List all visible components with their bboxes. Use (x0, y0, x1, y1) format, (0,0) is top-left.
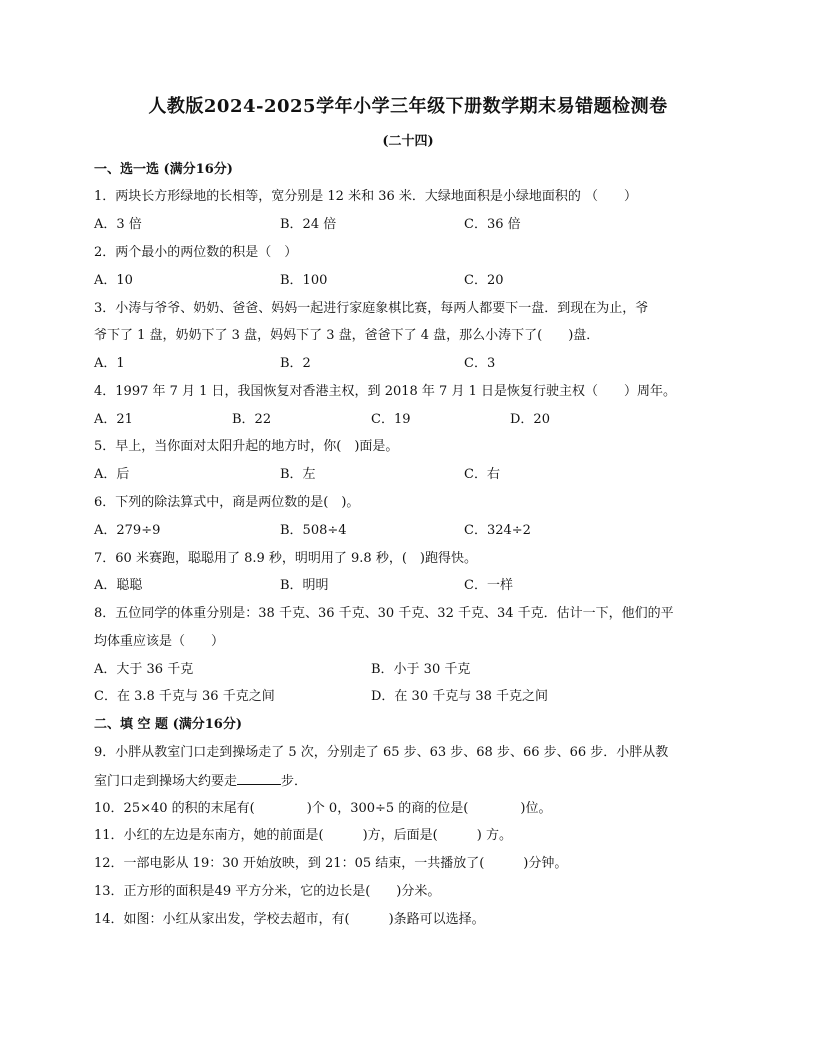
question-4-option-c: C．19 (371, 412, 411, 427)
question-5-option-c: C．右 (464, 467, 500, 482)
question-9-text-before-blank: 室门口走到操场大约要走 (94, 774, 238, 789)
question-1-option-b: B．24 倍 (280, 217, 337, 232)
question-9-line-1: 9．小胖从教室门口走到操场走了 5 次，分别走了 65 步、63 步、68 步、66 步、66 步．小胖从教 (94, 745, 669, 760)
question-1-option-a: A．3 倍 (94, 217, 142, 232)
question-3-option-c: C．3 (464, 356, 496, 371)
section-heading-2: 二、填 空 题 (满分16分) (94, 717, 242, 732)
answer-blank[interactable] (237, 772, 281, 785)
question-6-option-c: C．324÷2 (464, 523, 531, 538)
question-4: 4．1997 年 7 月 1 日，我国恢复对香港主权，到 2018 年 7 月 1 日是恢复行驶主权（ ）周年。 (94, 384, 676, 399)
question-3-line-2: 爷下了 1 盘，奶奶下了 3 盘，妈妈下了 3 盘，爸爸下了 4 盘，那么小涛下了( )盘． (94, 328, 600, 343)
question-4-option-d: D．20 (510, 412, 550, 427)
question-8-line-1: 8．五位同学的体重分别是：38 千克、36 千克、30 千克、32 千克、34 千克．估计一下，他们的平 (94, 606, 674, 621)
question-9-line-2 (94, 772, 307, 791)
question-14: 14．如图：小红从家出发，学校去超市，有( )条路可以选择。 (94, 912, 485, 927)
question-3-option-b: B．2 (280, 356, 311, 371)
page-title: 人教版2024-2025学年小学三年级下册数学期末易错题检测卷 (148, 96, 668, 117)
question-7: 7．60 米赛跑，聪聪用了 8.9 秒，明明用了 9.8 秒，( )跑得快。 (94, 551, 477, 566)
question-2-option-a: A．10 (94, 273, 133, 288)
question-7-option-c: C．一样 (464, 578, 513, 593)
question-8-option-c: C．在 3.8 千克与 36 千克之间 (94, 689, 275, 704)
question-3-option-a: A．1 (94, 356, 125, 371)
question-2-option-b: B．100 (280, 273, 328, 288)
question-2-option-c: C．20 (464, 273, 504, 288)
question-7-option-b: B．明明 (280, 578, 329, 593)
section-heading-1: 一、选一选 (满分16分) (94, 162, 233, 177)
question-11: 11．小红的左边是东南方，她的前面是( )方，后面是( ) 方。 (94, 828, 512, 843)
question-2: 2．两个最小的两位数的积是（ ） (94, 245, 298, 260)
page-subtitle: (二十四) (382, 134, 434, 149)
question-4-option-a: A．21 (94, 412, 133, 427)
question-8-line-2: 均体重应该是（ ） (94, 634, 225, 649)
question-13: 13．正方形的面积是49 平方分米，它的边长是( )分米。 (94, 884, 441, 899)
question-6: 6．下列的除法算式中，商是两位数的是( )。 (94, 495, 360, 510)
question-5: 5．早上，当你面对太阳升起的地方时，你( )面是。 (94, 439, 399, 454)
question-4-option-b: B．22 (232, 412, 272, 427)
question-3-line-1: 3．小涛与爷爷、奶奶、爸爸、妈妈一起进行家庭象棋比赛，每两人都要下一盘．到现在为止，爷 (94, 301, 649, 316)
question-10: 10．25×40 的积的末尾有( )个 0，300÷5 的商的位是( )位。 (94, 801, 552, 816)
question-8-option-d: D．在 30 千克与 38 千克之间 (371, 689, 549, 704)
question-1-option-c: C．36 倍 (464, 217, 521, 232)
question-6-option-a: A．279÷9 (94, 523, 161, 538)
question-5-option-b: B．左 (280, 467, 316, 482)
question-5-option-a: A．后 (94, 467, 130, 482)
question-7-option-a: A．聪聪 (94, 578, 143, 593)
question-1: 1．两块长方形绿地的长相等，宽分别是 12 米和 36 米．大绿地面积是小绿地面积的 （ ） (94, 189, 638, 204)
question-8-option-b: B．小于 30 千克 (371, 662, 471, 677)
question-12: 12．一部电影从 19：30 开始放映，到 21：05 结束，一共播放了( )分钟。 (94, 856, 568, 871)
question-6-option-b: B．508÷4 (280, 523, 347, 538)
question-8-option-a: A．大于 36 千克 (94, 662, 194, 677)
question-9-text-after-blank: 步． (281, 774, 308, 789)
